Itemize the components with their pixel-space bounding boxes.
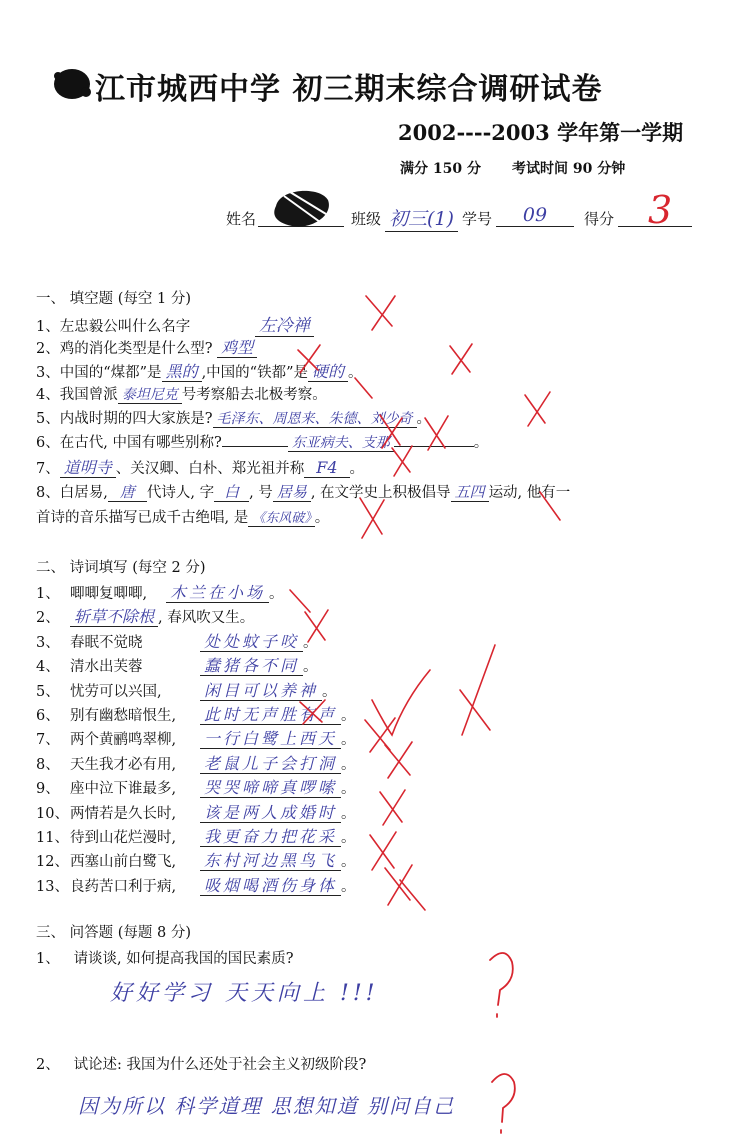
question-text: 中国的“煤都”是 [59,365,162,381]
answer: 居易 [273,483,311,502]
punct: 。 [341,830,356,846]
question-number: 7、 [36,732,60,749]
question-number: 11、 [36,830,69,846]
answer: 吸烟喝酒伤身体 [200,876,341,896]
cross-mark [355,378,372,398]
punct: 。 [269,586,284,602]
punct: 。 [349,461,365,477]
answer: 五四 [451,483,489,502]
question-number: 9、 [36,781,60,798]
punct: 。 [322,683,337,700]
cross-mark [392,446,412,476]
answer: 泰坦尼克 [118,387,182,404]
cross-mark [290,590,310,612]
answer: 道明寺 [60,458,116,478]
check-mark [372,670,430,735]
cross-mark [360,498,384,538]
answer: 黑的 [162,362,202,382]
cross-mark [380,790,405,825]
punct: 。 [348,365,363,381]
cross-mark [305,610,328,642]
question-text: 号考察船去北极考察。 [181,387,327,403]
question-number: 4、 [36,659,60,676]
answer: 毛泽东、周恩来、朱德、刘少奇 [213,411,417,428]
score-label: 得分 [584,210,615,228]
answer: 此时无声胜有声 [200,705,341,725]
question-text: 白居易, [59,485,108,501]
answer: 斩草不除根 [70,607,158,627]
answer: 哭哭啼啼真啰嗦 [200,778,341,798]
question-number: 2、 [36,1057,60,1073]
question-text: 西塞山前白鹭飞, [70,854,177,871]
exam-time: 考试时间 90 分钟 [512,161,626,177]
answer: 白 [214,483,249,502]
class-label: 班级 [351,210,382,228]
answer: 硬的 [308,362,348,382]
question-text: , 春风吹又生。 [158,610,255,627]
section1-heading: 一、 填空题 (每空 1 分) [36,291,191,307]
answer: 《东风破》 [248,511,315,527]
question-text: 待到山花烂漫时, [70,830,177,846]
question-number: 12、 [36,854,69,871]
answer: 处处蚊子咬 [200,632,303,652]
question-text: 我国曾派 [59,387,118,403]
name-label: 姓名 [226,210,257,228]
answer: F4 [304,458,349,478]
cross-mark [366,296,395,330]
question-text: 鸡的消化类型是什么型? [59,341,213,357]
question-text: 唧唧复唧唧, [70,586,148,602]
punct: 。 [341,781,356,798]
punct: 。 [473,435,489,451]
cross-mark [425,416,448,450]
question-number: 13、 [36,878,69,895]
cross-mark [525,392,550,426]
question-number: 5、 [36,683,60,700]
exam-title: 江市城西中学 初三期末综合调研试卷 [95,72,603,107]
punct: 。 [341,756,356,773]
question-number: 10、 [36,805,69,822]
punct: 。 [416,411,432,427]
question-number: 7、 [36,461,60,477]
question-mark [490,953,513,1017]
punct: 。 [341,854,356,871]
question-text: 首诗的音乐描写已成千古绝唱, 是 [36,510,249,526]
question-text: 试论述: 我国为什么还处于社会主义初级阶段? [73,1057,367,1073]
cross-mark [370,832,396,870]
question-number: 8、 [36,485,60,501]
question-number: 4、 [36,387,60,403]
answer: 蠢猪各不同 [200,656,303,676]
question-text: , 号 [249,485,273,501]
question-text: 两情若是久长时, [70,805,177,822]
answer: 闲目可以养神 [200,681,322,701]
punct: 。 [314,510,330,526]
punct: 。 [341,708,356,724]
answer: 一行白鹭上西天 [200,729,341,749]
question-text: 运动, 他有一 [488,485,571,501]
cross-mark [298,345,320,373]
question-text: 左忠毅公叫什么名字 [59,319,191,335]
question-number: 8、 [36,756,60,773]
cross-mark [460,645,495,735]
answer: 唐 [108,483,147,502]
class-value: 初三(1) [385,204,458,232]
punct: 。 [341,805,356,822]
question-text: 春眠不觉晓 [70,634,143,651]
cross-mark [540,492,560,520]
punct: 。 [303,659,318,676]
cross-mark [365,718,395,752]
question-number: 1、 [36,319,60,335]
full-score: 满分 150 分 [400,161,481,177]
question-number: 3、 [36,634,60,651]
question-text: 两个黄鹂鸣翠柳, [70,732,177,749]
question-text: 别有幽愁暗恨生, [70,708,177,724]
s3-q2-answer: 因为所以 科学道理 思想知道 别问自己 [78,1094,456,1118]
cross-mark [380,415,402,448]
cross-mark [400,880,425,910]
section2-heading: 二、 诗词填写 (每空 2 分) [36,560,206,576]
question-mark [492,1074,515,1133]
question-number: 3、 [36,365,60,381]
answer: 东亚病夫、支那 [288,435,394,452]
question-text: 清水出芙蓉 [70,659,143,676]
answer: 我更奋力把花采 [200,827,341,847]
id-value: 09 [496,204,574,227]
question-number: 1、 [36,586,60,602]
question-text: 、关汉卿、白朴、郑光祖并称 [115,461,305,477]
school-year: 2002----2003 学年第一学期 [398,120,684,145]
question-text: 内战时期的四大家族是? [59,411,213,427]
answer: 左冷禅 [255,316,314,337]
cross-mark [300,700,325,724]
score-value: 3 [648,188,673,232]
cross-mark [385,742,412,778]
question-number: 2、 [36,610,60,627]
question-text: 座中泣下谁最多, [70,781,177,798]
answer: 该是两人成婚时 [200,803,341,823]
question-text: 忧劳可以兴国, [70,683,162,700]
section3-heading: 三、 问答题 (每题 8 分) [36,925,191,941]
question-number: 5、 [36,411,60,427]
question-text: 请谈谈, 如何提高我国的国民素质? [73,951,294,967]
question-text: 天生我才必有用, [70,756,177,773]
question-number: 6、 [36,435,60,451]
question-number: 6、 [36,708,60,724]
id-label: 学号 [462,210,493,228]
question-text: , 在文学史上积极倡导 [310,485,451,501]
question-text: ,中国的“铁都”是 [201,365,309,381]
answer: 木兰在小场 [166,583,269,603]
cross-mark [385,865,412,905]
question-text: 良药苦口利于病, [70,878,177,895]
question-number: 2、 [36,341,60,357]
cross-mark [450,344,472,374]
question-number: 1、 [36,951,60,967]
answer: 老鼠儿子会打洞 [200,754,341,774]
question-text: 代诗人, 字 [146,485,215,501]
question-text: 在古代, 中国有哪些别称? [59,435,222,451]
s3-q1-answer: 好好学习 天天向上 !!! [110,981,379,1006]
answer: 鸡型 [217,338,257,358]
answer: 东村河边黑鸟飞 [200,851,341,871]
punct: 。 [341,732,356,749]
punct: 。 [341,878,356,895]
punct: 。 [303,634,318,651]
